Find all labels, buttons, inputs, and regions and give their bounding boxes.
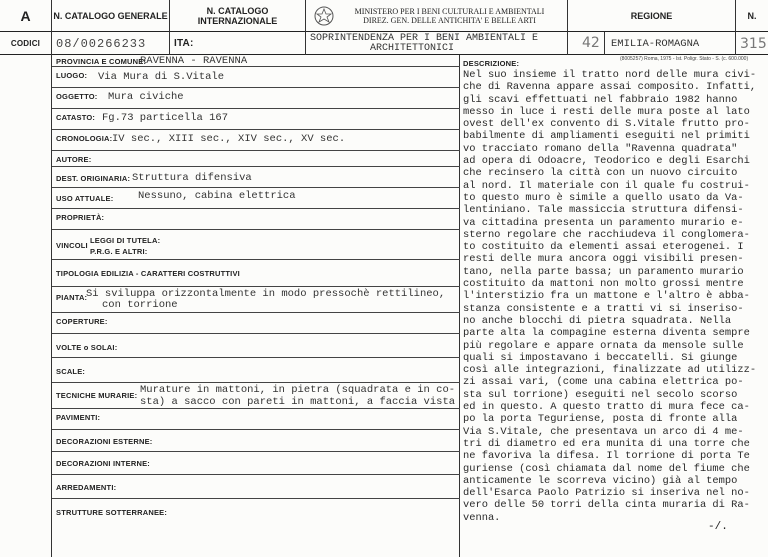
card-letter: A — [0, 0, 52, 32]
descrizione-text — [463, 69, 763, 524]
tecniche-line2: sta) a sacco con pareti in mattoni, a faccia vista — [140, 396, 456, 408]
codici-row — [0, 32, 768, 55]
regione-value: EMILIA-ROMAGNA — [611, 37, 700, 50]
card-header — [0, 0, 768, 32]
uso-attuale-label: USO ATTUALE: — [56, 194, 114, 203]
descrizione-line: guriense (così chiamata dal nome del fiume che — [463, 462, 750, 475]
pavimenti-label: PAVIMENTI: — [56, 413, 101, 422]
descrizione-line: ne favoriva la difesa. Il torrione di porta Te — [463, 450, 750, 463]
descrizione-line: più regolare e appare ornata da mensole sulle — [463, 339, 744, 352]
descrizione-line: sta sul torrione) eseguiti nel secolo scorso — [463, 388, 738, 401]
luogo-label: LUOGO: — [56, 71, 88, 80]
descrizione-line: vo tracciato romano della "Ravenna quadrata" — [463, 142, 738, 155]
oggetto-label: OGGETTO: — [56, 92, 98, 101]
field-provincia — [52, 55, 460, 67]
provincia-value: RAVENNA - RAVENNA — [140, 55, 248, 67]
descrizione-label: DESCRIZIONE: — [463, 59, 520, 68]
provincia-label: PROVINCIA E COMUNE: — [56, 57, 147, 66]
catasto-label: CATASTO: — [56, 113, 96, 122]
field-tecniche — [52, 383, 460, 409]
descrizione-line: po la porta Teguriense, posta di fronte alla — [463, 413, 738, 426]
pianta-label: PIANTA: — [56, 293, 88, 302]
soprintendenza-line1: SOPRINTENDENZA PER I BENI AMBIENTALI E — [310, 32, 539, 44]
descrizione-line: al nord. Il materiale con il quale fu costrui- — [463, 179, 750, 192]
catasto-value: Fg.73 particella 167 — [102, 112, 229, 124]
leggi-tutela-label: LEGGI DI TUTELA: — [90, 236, 161, 245]
descrizione-line: venna. — [463, 511, 501, 524]
descrizione-line: lentiniano. Tale massiccia struttura difensi- — [463, 204, 744, 217]
descrizione-line: tri di diametro ed era munita di una torre che — [463, 437, 750, 450]
descrizione-line: va cittadina presenta un paramento murario e- — [463, 216, 744, 229]
field-tipologia — [52, 260, 460, 287]
field-decorazioni-interne — [52, 452, 460, 475]
field-coperture — [52, 313, 460, 334]
volte-label: VOLTE o SOLAI: — [56, 343, 118, 352]
field-autore — [52, 151, 460, 167]
soprintendenza-cell — [306, 32, 568, 55]
field-dest-originaria — [52, 167, 460, 188]
field-strutture-sotterranee — [52, 499, 460, 557]
autore-label: AUTORE: — [56, 155, 92, 164]
field-vincoli — [52, 230, 460, 260]
numero-label: N. — [747, 11, 757, 21]
field-pianta — [52, 287, 460, 313]
prg-label: P.R.G. E ALTRI: — [90, 247, 148, 256]
descrizione-line: quali si impostavano i beccatelli. Si giunge — [463, 351, 738, 364]
tecniche-label: TECNICHE MURARIE: — [56, 391, 138, 400]
strutture-sotterranee-label: STRUTTURE SOTTERRANEE: — [56, 508, 168, 517]
descrizione-line: l'interstizio fra un mattone e l'altro è abba- — [463, 290, 750, 303]
proprieta-label: PROPRIETÀ: — [56, 213, 105, 222]
left-margin — [0, 55, 52, 557]
field-proprieta — [52, 209, 460, 230]
end-mark: -/. — [708, 521, 728, 533]
descrizione-line: ovest dell'ex convento di S.Vitale frutto pro- — [463, 118, 750, 131]
handwritten-code: 42 — [582, 35, 600, 51]
ministero-line2: DIREZ. GEN. DELLE ANTICHITA' E BELLE ARTI — [363, 16, 536, 25]
scale-label: SCALE: — [56, 367, 86, 376]
descrizione-line: Via S.Vitale, che presentava un arco di 4 me- — [463, 425, 744, 438]
descrizione-line: to costituito da elementi assai eterogenei. I — [463, 241, 744, 254]
field-arredamenti — [52, 475, 460, 499]
luogo-value: Via Mura di S.Vitale — [98, 71, 225, 83]
descrizione-line: anticamente le scorreva vicino) già al tempo — [463, 474, 738, 487]
fields-column — [52, 55, 460, 557]
descrizione-line: dell'Esarca Paolo Patrizio si inseriva nel no- — [463, 487, 750, 500]
field-catasto — [52, 109, 460, 130]
descrizione-line: che di Ravenna appare assai composito. Infatti, — [463, 81, 757, 94]
descrizione-line: to questo muro è simile a quello usato da Va- — [463, 191, 744, 204]
descrizione-line: così alle integrazioni, finalizzate ad utilizz- — [463, 364, 757, 377]
ita-cell — [170, 32, 306, 55]
uso-attuale-value: Nessuno, cabina elettrica — [138, 190, 296, 202]
cronologia-value: IV sec., XIII sec., XIV sec., XV sec. — [112, 133, 346, 145]
catalogo-internazionale-label: N. CATALOGO INTERNAZIONALE — [170, 0, 306, 32]
cronologia-label: CRONOLOGIA: — [56, 134, 113, 143]
catalogo-generale-label: N. CATALOGO GENERALE — [52, 0, 170, 32]
descrizione-line: parte alta la compagine esterna diventa sempre — [463, 327, 750, 340]
descrizione-line: ed in questo. A questo tratto di mura fece ca- — [463, 401, 750, 414]
descrizione-line: costituito da mattoni non molto grossi mentre — [463, 278, 744, 291]
descrizione-line: che recinsero la città con un nuovo circuito — [463, 167, 738, 180]
regione-cell — [604, 32, 736, 55]
codice-value: 08/00266233 — [56, 36, 147, 51]
tecniche-line1: Murature in mattoni, in pietra (squadrata e in co- — [140, 384, 456, 396]
field-luogo — [52, 67, 460, 88]
field-cronologia — [52, 130, 460, 151]
pianta-line2: con torrione — [102, 299, 178, 311]
field-uso-attuale — [52, 188, 460, 209]
descrizione-line: vero delle 50 torri della cinta muraria di Ra- — [463, 499, 750, 512]
dest-originaria-value: Struttura difensiva — [132, 172, 252, 184]
numero-cell — [736, 32, 768, 55]
decorazioni-interne-label: DECORAZIONI INTERNE: — [56, 459, 150, 468]
vincoli-label: VINCOLI — [56, 241, 88, 250]
ministero-text — [329, 7, 545, 25]
descrizione-line: ad opera di Odoacre, Teodorico e degli Esarchi — [463, 155, 750, 168]
descrizione-line: Nel suo insieme il tratto nord delle mura civi- — [463, 69, 757, 81]
ita-label: ITA: — [174, 38, 194, 49]
descrizione-line: messo in luce i resti delle mura poste al lato — [463, 105, 750, 118]
state-emblem-icon — [314, 5, 334, 27]
print-note: (8005257) Roma, 1975 - Ist. Poligr. Stato - S. (c. 600.000) — [620, 56, 749, 62]
regione-label: REGIONE — [568, 0, 736, 32]
ministero-block — [306, 0, 568, 32]
descrizione-line: resti delle mura ancora oggi visibili presen- — [463, 253, 744, 266]
oggetto-value: Mura civiche — [108, 91, 184, 103]
pianta-line1: Si sviluppa orizzontalmente in modo pressochè rettilineo, — [86, 288, 446, 300]
dest-originaria-label: DEST. ORIGINARIA: — [56, 174, 131, 183]
descrizione-line: sterno regolare che racchiudeva il conglomera- — [463, 228, 750, 241]
descrizione-line: stanza consistente e a tratti vi si inseriso- — [463, 302, 744, 315]
ministero-line1: MINISTERO PER I BENI CULTURALI E AMBIENTALI — [354, 7, 545, 16]
coperture-label: COPERTURE: — [56, 317, 108, 326]
descrizione-line: babilmente di ampliamenti eseguiti nel primiti — [463, 130, 750, 143]
field-volte — [52, 334, 460, 358]
numero-value: 315 — [740, 35, 767, 52]
field-scale — [52, 358, 460, 383]
arredamenti-label: ARREDAMENTI: — [56, 483, 117, 492]
field-decorazioni-esterne — [52, 430, 460, 452]
codici-label: CODICI — [10, 39, 41, 48]
field-oggetto — [52, 88, 460, 109]
soprintendenza-line2: ARCHITETTONICI — [370, 42, 455, 54]
descrizione-line: tano, nella parte bassa; un paramento murario — [463, 265, 744, 278]
codice-cell — [52, 32, 170, 55]
descrizione-line: zi assai vari, (come una cabina elettrica po- — [463, 376, 744, 389]
descrizione-line: no anche blocchi di pietra squadrata. Nella — [463, 314, 732, 327]
descrizione-line: gli scavi effettuati nel fabbraio 1982 hanno — [463, 93, 738, 106]
codici-cell — [0, 32, 52, 55]
field-pavimenti — [52, 409, 460, 430]
tipologia-label: TIPOLOGIA EDILIZIA - CARATTERI COSTRUTTIVI — [56, 269, 240, 278]
decorazioni-esterne-label: DECORAZIONI ESTERNE: — [56, 437, 153, 446]
